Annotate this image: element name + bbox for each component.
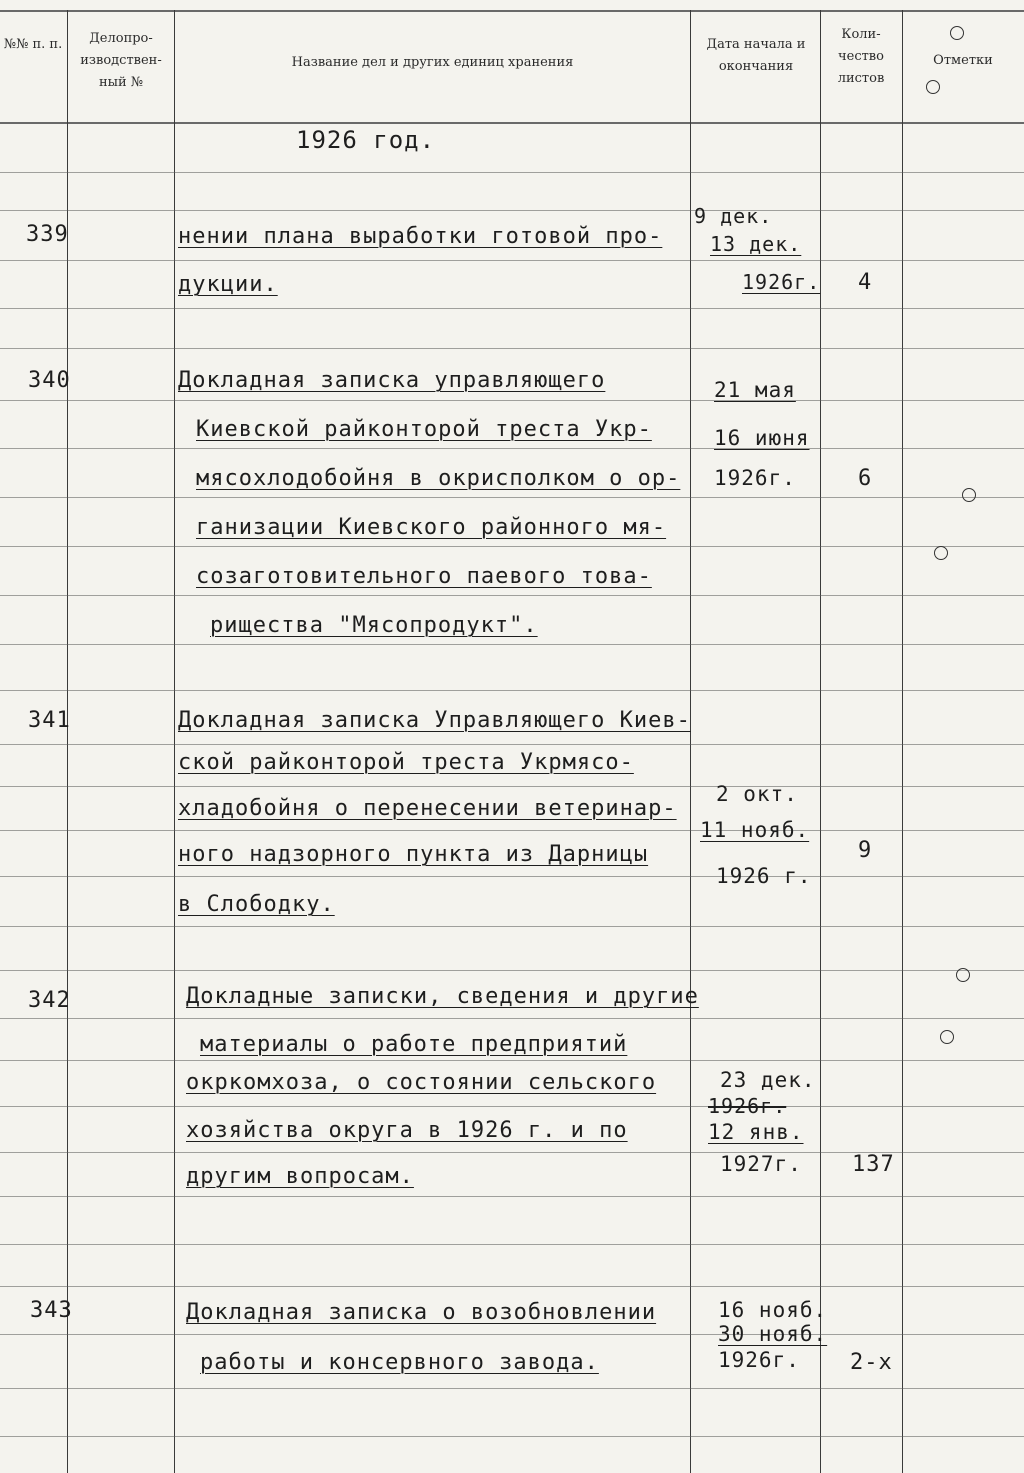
col-rule-3 (690, 10, 691, 1473)
entry-date: 23 дек. (720, 1068, 816, 1092)
entry-number: 343 (30, 1298, 73, 1323)
header-title: Название дел и других единиц хранения (291, 55, 574, 70)
top-rule (0, 10, 1024, 12)
entry-date: 30 нояб. (718, 1322, 828, 1346)
entry-number: 342 (28, 988, 71, 1013)
binder-hole-icon (934, 546, 948, 560)
entry-number: 340 (28, 368, 71, 393)
entry-title-line: хладобойня о перенесении ветеринар- (178, 796, 677, 821)
entry-title-line: нении плана выработки готовой про- (178, 224, 663, 249)
ruled-line (0, 1060, 1024, 1061)
entry-sheet-count: 2-х (850, 1350, 893, 1375)
ruled-line (0, 970, 1024, 971)
ruled-line (0, 308, 1024, 309)
header-bottom-rule (0, 122, 1024, 124)
entry-title-line: окркомхоза, о состоянии сельского (186, 1070, 657, 1095)
ruled-line (0, 786, 1024, 787)
ruled-line (0, 448, 1024, 449)
ruled-line (0, 210, 1024, 211)
ruled-line (0, 497, 1024, 498)
entry-date: 1926г. (714, 466, 796, 490)
entry-sheet-count: 4 (858, 270, 873, 295)
entry-title-line: в Слободку. (178, 892, 335, 917)
ruled-line (0, 1334, 1024, 1335)
header-office-number: Делопро- изводствен- ный № (80, 31, 162, 90)
entry-sheet-count: 137 (852, 1152, 895, 1177)
ruled-line (0, 1436, 1024, 1437)
entry-date: 16 нояб. (718, 1298, 828, 1322)
entry-date: 1926г. (718, 1348, 800, 1372)
col-rule-5 (902, 10, 903, 1473)
ruled-line (0, 1196, 1024, 1197)
ruled-line (0, 690, 1024, 691)
ruled-line (0, 546, 1024, 547)
col-rule-4 (820, 10, 821, 1473)
ruled-line (0, 1106, 1024, 1107)
entry-date: 1926 г. (716, 864, 812, 888)
entry-title-line: Докладная записка о возобновлении (186, 1300, 657, 1325)
entry-title-line: Докладная записка Управляющего Киев- (178, 708, 691, 733)
entry-title-line: ного надзорного пункта из Дарницы (178, 842, 649, 867)
entry-date: 1927г. (720, 1152, 802, 1176)
binder-hole-icon (926, 80, 940, 94)
entry-title-line: материалы о работе предприятий (200, 1032, 628, 1057)
ruled-line (0, 830, 1024, 831)
header-notes: Отметки (933, 53, 993, 68)
entry-date: 1926г. (742, 270, 821, 294)
entry-date: 12 янв. (708, 1120, 804, 1144)
entry-title-line: ганизации Киевского районного мя- (196, 515, 667, 540)
col-rule-2 (174, 10, 175, 1473)
header-num: №№ п. п. (3, 37, 63, 52)
entry-number: 341 (28, 708, 71, 733)
entry-title-line: другим вопросам. (186, 1164, 414, 1189)
entry-date: 11 нояб. (700, 818, 810, 842)
entry-title-line: дукции. (178, 272, 278, 297)
year-heading: 1926 год. (296, 126, 436, 154)
entry-title-line: рищества "Мясопродукт". (210, 613, 538, 638)
entry-title-line: хозяйства округа в 1926 г. и по (186, 1118, 628, 1143)
entry-date: 16 июня (714, 426, 810, 450)
binder-hole-icon (940, 1030, 954, 1044)
entry-date: 2 окт. (716, 782, 798, 806)
entry-title-line: работы и консервного завода. (200, 1350, 599, 1375)
entry-title-line: созаготовительного паевого това- (196, 564, 652, 589)
ruled-line (0, 1286, 1024, 1287)
entry-title-line: Киевской райконторой треста Укр- (196, 417, 652, 442)
ruled-line (0, 400, 1024, 401)
entry-sheet-count: 6 (858, 466, 873, 491)
entry-date: 21 мая (714, 378, 796, 402)
ruled-line (0, 644, 1024, 645)
entry-title-line: мясохлодобойня в окрисполком о ор- (196, 466, 681, 491)
header-sheets: Коли- чество листов (837, 27, 885, 86)
ruled-line (0, 595, 1024, 596)
ruled-line (0, 1244, 1024, 1245)
entry-date: 1926г. (708, 1094, 787, 1118)
ruled-line (0, 1388, 1024, 1389)
ruled-line (0, 744, 1024, 745)
ruled-line (0, 260, 1024, 261)
entry-title-line: ской райконторой треста Укрмясо- (178, 750, 634, 775)
ruled-line (0, 926, 1024, 927)
entry-date: 13 дек. (710, 232, 802, 256)
ruled-line (0, 348, 1024, 349)
ruled-line (0, 876, 1024, 877)
ruled-line (0, 1018, 1024, 1019)
binder-hole-icon (962, 488, 976, 502)
entry-date: 9 дек. (694, 204, 773, 228)
entry-number: 339 (26, 222, 69, 247)
entry-title-line: Докладные записки, сведения и другие (186, 984, 699, 1009)
header-dates: Дата начала и окончания (706, 37, 806, 74)
binder-hole-icon (956, 968, 970, 982)
binder-hole-icon (950, 26, 964, 40)
entry-title-line: Докладная записка управляющего (178, 368, 606, 393)
entry-sheet-count: 9 (858, 838, 873, 863)
ruled-line (0, 172, 1024, 173)
